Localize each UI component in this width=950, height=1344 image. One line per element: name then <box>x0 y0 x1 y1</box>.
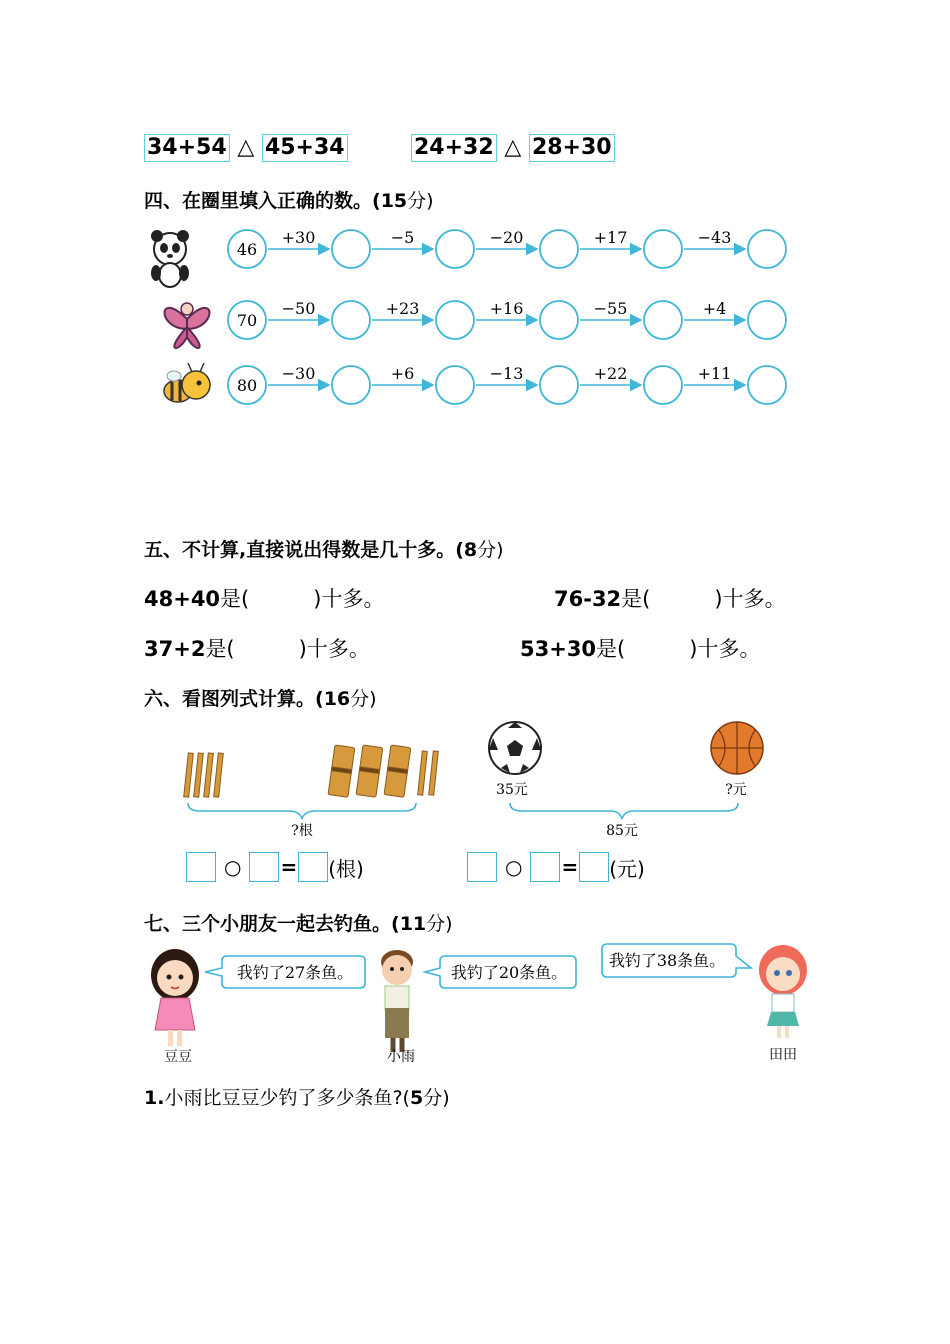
text: )十多。 <box>714 587 786 611</box>
score: 8 <box>463 539 478 561</box>
section7-heading <box>144 909 453 936</box>
panda-icon <box>151 230 189 287</box>
start-number: 80 <box>236 376 258 395</box>
answer-circle[interactable] <box>436 301 474 339</box>
number-chain-figure <box>150 215 810 415</box>
answer-circle[interactable] <box>332 230 370 268</box>
expression: 76-32 <box>554 587 622 611</box>
answer-box[interactable] <box>186 852 216 882</box>
section5-heading <box>144 535 504 562</box>
operation-label: −55 <box>593 299 628 318</box>
answer-circle[interactable] <box>644 230 682 268</box>
expression: 48+40 <box>144 587 221 611</box>
compare-right <box>411 134 615 162</box>
score-unit: 分) <box>426 913 453 935</box>
estimate-item <box>144 583 384 613</box>
start-number: 70 <box>236 311 258 330</box>
score: 11 <box>399 913 427 935</box>
total-label: ?根 <box>291 823 313 839</box>
operation-label: −30 <box>281 364 316 383</box>
answer-circle[interactable] <box>748 366 786 404</box>
score: 5 <box>409 1087 424 1109</box>
kid-name: 田田 <box>769 1047 797 1063</box>
answer-box[interactable] <box>298 852 328 882</box>
sticks-icon <box>184 753 224 797</box>
picture-problem-figure <box>170 715 780 845</box>
heading-text: 五、不计算,直接说出得数是几十多。( <box>144 539 464 561</box>
score-unit: 分) <box>407 190 434 212</box>
question-1 <box>144 1083 450 1110</box>
answer-circle[interactable] <box>436 230 474 268</box>
heading-text: 七、三个小朋友一起去钓鱼。( <box>144 913 400 935</box>
compare-expr: 34+54 <box>144 134 230 162</box>
text: 是( <box>220 587 250 611</box>
score-unit: 分) <box>423 1087 450 1109</box>
heading-text: 四、在圈里填入正确的数。( <box>144 190 381 212</box>
answer-circle[interactable] <box>540 366 578 404</box>
text: 是( <box>205 637 235 661</box>
answer-circle[interactable] <box>748 301 786 339</box>
question-text: 小雨比豆豆少钓了多少条鱼?( <box>164 1087 410 1109</box>
answer-circle[interactable] <box>436 366 474 404</box>
compare-expr: 24+32 <box>411 134 497 162</box>
stick-bundles-icon <box>328 745 438 797</box>
text: )十多。 <box>689 637 761 661</box>
score: 15 <box>380 190 408 212</box>
operation-label: −13 <box>489 364 524 383</box>
operation-label: +6 <box>390 364 415 383</box>
compare-expr: 28+30 <box>529 134 615 162</box>
operation-label: −50 <box>281 299 316 318</box>
compare-triangle: △ <box>237 135 255 160</box>
price-label: ?元 <box>725 782 747 798</box>
basketball-icon <box>711 722 763 774</box>
answer-circle[interactable] <box>332 301 370 339</box>
brace <box>188 803 416 819</box>
answer-circle[interactable] <box>644 301 682 339</box>
speech-text: 我钓了38条鱼。 <box>608 951 726 970</box>
section4-heading <box>144 186 434 213</box>
operation-label: +30 <box>281 228 316 247</box>
equals-sign: = <box>280 855 298 879</box>
answer-circle[interactable] <box>540 301 578 339</box>
estimate-item <box>144 633 370 663</box>
operator-circle[interactable]: ○ <box>505 855 523 879</box>
text: 是( <box>596 637 626 661</box>
compare-triangle: △ <box>504 135 522 160</box>
boy-xiaoyu-icon <box>381 950 413 1052</box>
operation-label: −43 <box>697 228 732 247</box>
answer-box[interactable] <box>530 852 560 882</box>
speech-text: 我钓了20条鱼。 <box>450 963 568 982</box>
section6-heading <box>144 684 377 711</box>
answer-circle[interactable] <box>748 230 786 268</box>
question-number: 1. <box>144 1087 165 1109</box>
girl-doudou-icon <box>151 949 199 1046</box>
equation-left <box>186 852 364 882</box>
operation-label: +4 <box>702 299 727 318</box>
soccer-ball-icon <box>489 722 541 774</box>
operation-label: −20 <box>489 228 524 247</box>
brace <box>510 803 738 819</box>
answer-box[interactable] <box>467 852 497 882</box>
compare-expr: 45+34 <box>262 134 348 162</box>
operation-label: −5 <box>390 228 415 247</box>
total-label: 85元 <box>606 823 638 839</box>
operation-label: +16 <box>489 299 524 318</box>
text: 是( <box>621 587 651 611</box>
compare-left <box>144 134 348 162</box>
answer-circle[interactable] <box>332 366 370 404</box>
butterfly-icon <box>165 303 210 348</box>
expression: 37+2 <box>144 637 206 661</box>
equation-right <box>467 852 645 882</box>
speech-text: 我钓了27条鱼。 <box>236 963 354 982</box>
answer-circle[interactable] <box>540 230 578 268</box>
girl-tiantian-icon <box>759 945 807 1038</box>
bee-icon <box>164 363 210 402</box>
answer-box[interactable] <box>579 852 609 882</box>
operation-label: +17 <box>593 228 628 247</box>
operation-label: +11 <box>697 364 732 383</box>
operator-circle[interactable]: ○ <box>224 855 242 879</box>
unit-label: (元) <box>609 856 645 881</box>
score-unit: 分) <box>350 688 377 710</box>
estimate-item <box>554 583 786 613</box>
answer-box[interactable] <box>249 852 279 882</box>
expression: 53+30 <box>520 637 597 661</box>
kid-name: 豆豆 <box>164 1049 192 1065</box>
operation-label: +22 <box>593 364 628 383</box>
fishing-kids-figure <box>135 940 825 1070</box>
kid-name: 小雨 <box>387 1049 415 1065</box>
text: )十多。 <box>298 637 370 661</box>
price-label: 35元 <box>496 782 528 798</box>
operation-label: +23 <box>385 299 420 318</box>
score-unit: 分) <box>477 539 504 561</box>
estimate-item <box>520 633 760 663</box>
text: )十多。 <box>313 587 385 611</box>
start-number: 46 <box>236 240 258 259</box>
unit-label: (根) <box>328 856 364 881</box>
heading-text: 六、看图列式计算。( <box>144 688 324 710</box>
equals-sign: = <box>561 855 579 879</box>
answer-circle[interactable] <box>644 366 682 404</box>
score: 16 <box>323 688 351 710</box>
